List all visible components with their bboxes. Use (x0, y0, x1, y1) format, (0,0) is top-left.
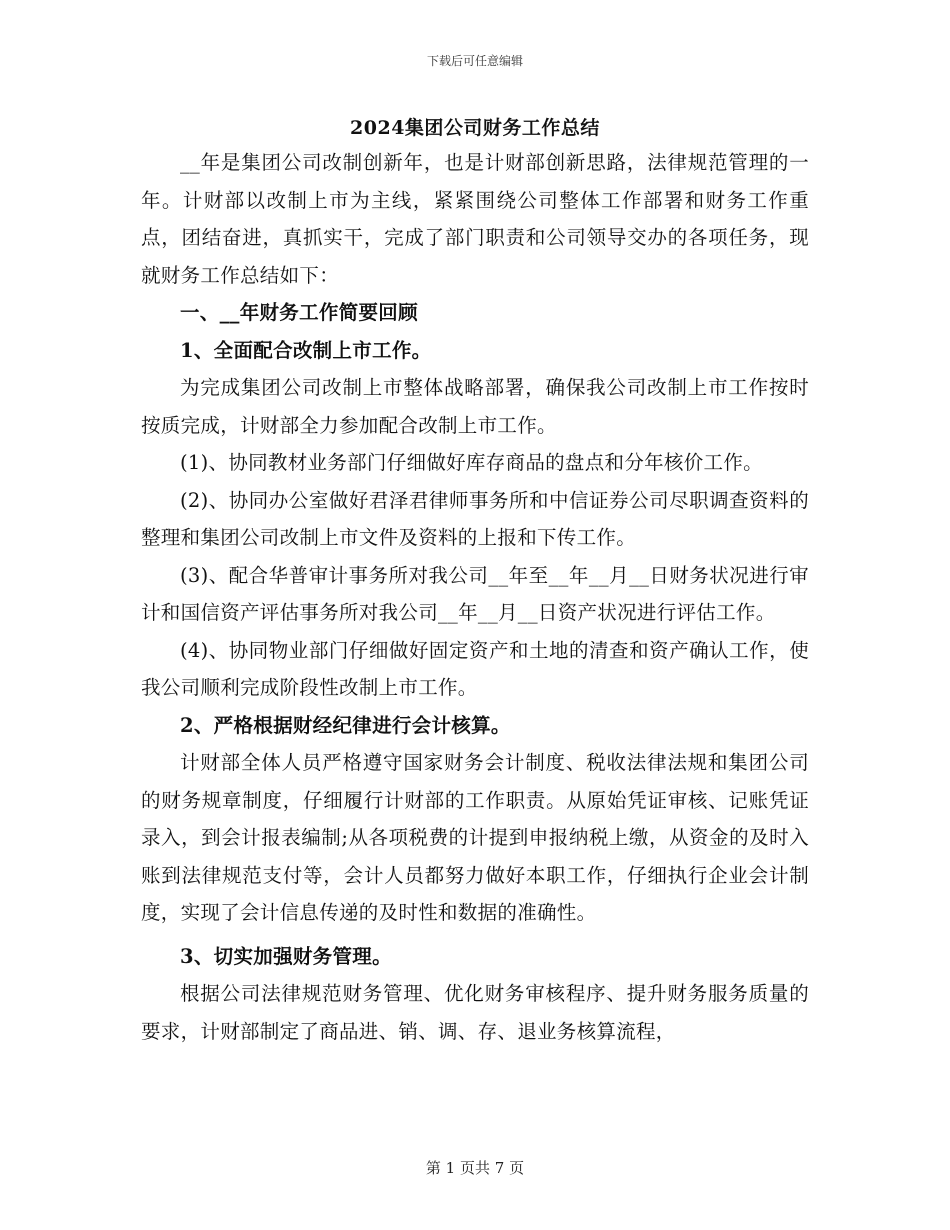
document-title: 2024集团公司财务工作总结 (350, 117, 600, 139)
subheading-ipo-cooperation: 1、全面配合改制上市工作。 (180, 338, 432, 362)
list-item-4: (4)、协同物业部门仔细做好固定资产和土地的清查和资产确认工作，使我公司顺利完成阶段性改制上市工作。 (141, 638, 809, 699)
section-heading-review: 一、__年财务工作简要回顾 (180, 301, 418, 324)
page-number-footer: 第 1 页共 7 页 (425, 1159, 525, 1177)
list-item-3: (3)、配合华普审计事务所对我公司__年至__年__月__日财务状况进行审计和国信资产评估事务所对我公司__年__月__日资产状况进行评估工作。 (141, 563, 809, 624)
paragraph-financial-management: 根据公司法律规范财务管理、优化财务审核程序、提升财务服务质量的要求，计财部制定了商品进、销、调、存、退业务核算流程， (141, 982, 809, 1043)
subheading-financial-management: 3、切实加强财务管理。 (180, 944, 392, 968)
list-item-1: (1)、协同教材业务部门仔细做好库存商品的盘点和分年核价工作。 (180, 451, 763, 474)
header-note: 下载后可任意编辑 (426, 54, 523, 68)
paragraph-ipo-overview: 为完成集团公司改制上市整体战略部署，确保我公司改制上市工作按时按质完成，计财部全力参加配合改制上市工作。 (141, 376, 809, 437)
subheading-accounting: 2、严格根据财经纪律进行会计核算。 (180, 713, 511, 737)
paragraph-accounting: 计财部全体人员严格遵守国家财务会计制度、税收法律法规和集团公司的财务规章制度，仔细履行计财部的工作职责。从原始凭证审核、记账凭证录入，到会计报表编制;从各项税费的计提到申报纳税上缴，从资金的及时入账到法律规范支付等，会计人员都努力做好本职工作，仔细执行企业会计制度，实现了会计信息传递的及时性和数据的准确性。 (141, 751, 809, 924)
intro-paragraph: __年是集团公司改制创新年，也是计财部创新思路，法律规范管理的一年。计财部以改制上市为主线，紧紧围绕公司整体工作部署和财务工作重点，团结奋进，真抓实干，完成了部门职责和公司领导交办的各项任务，现就财务工作总结如下： (141, 151, 809, 287)
list-item-2: (2)、协同办公室做好君泽君律师事务所和中信证券公司尽职调查资料的整理和集团公司改制上市文件及资料的上报和下传工作。 (141, 488, 809, 549)
document-body (141, 114, 809, 1050)
